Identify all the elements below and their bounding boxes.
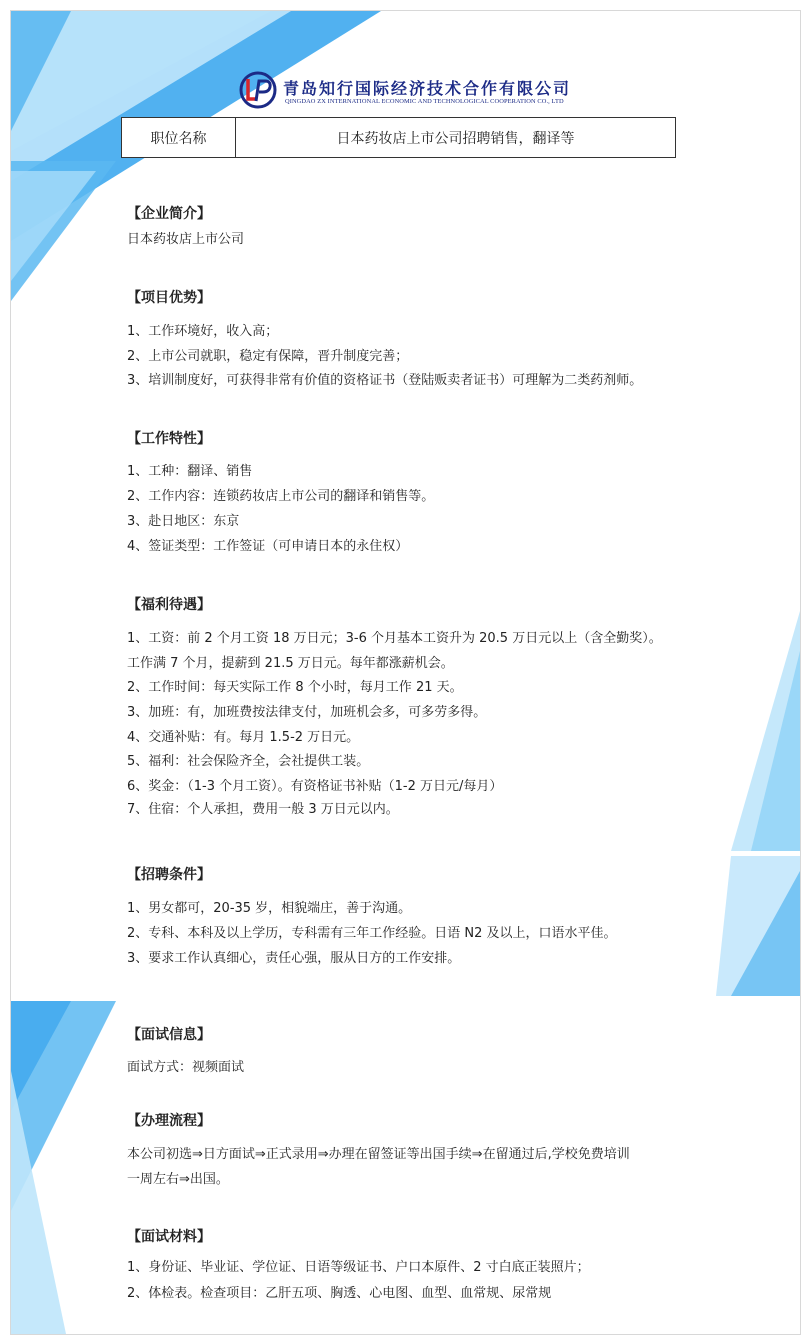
interview-line: 面试方式：视频面试 [127,1060,245,1075]
position-label: 职位名称 [122,118,236,157]
materials-line: 1、身份证、毕业证、学位证、日语等级证书、户口本原件、2 寸白底正装照片； [127,1260,590,1275]
section-materials-heading: 【面试材料】 [127,1229,211,1245]
advantages-line: 2、上市公司就职，稳定有保障，晋升制度完善； [127,349,409,364]
features-line: 2、工作内容：连锁药妆店上市公司的翻译和销售等。 [127,489,435,504]
welfare-line: 6、奖金：（1-3 个月工资）。有资格证书补贴（1-2 万日元/每月） [127,779,503,794]
requirements-line: 3、要求工作认真细心，责任心强，服从日方的工作安排。 [127,951,461,966]
company-line: 日本药妆店上市公司 [127,232,245,247]
welfare-line: 2、工作时间：每天实际工作 8 个小时，每月工作 21 天。 [127,680,463,695]
welfare-line: 7、住宿：个人承担，费用一般 3 万日元以内。 [127,802,399,817]
position-value: 日本药妆店上市公司招聘销售，翻译等 [336,130,575,147]
process-line: 一周左右⇒出国。 [127,1172,229,1187]
features-line: 1、工种：翻译、销售 [127,464,253,479]
requirements-line: 2、专科、本科及以上学历，专科需有三年工作经验。日语 N2 及以上，口语水平佳。 [127,926,617,941]
section-features-heading: 【工作特性】 [127,431,211,447]
advantages-line: 1、工作环境好，收入高； [127,324,279,339]
section-advantages-heading: 【项目优势】 [127,290,211,306]
welfare-line: 4、交通补贴：有。每月 1.5-2 万日元。 [127,730,360,745]
section-interview-heading: 【面试信息】 [127,1027,211,1043]
welfare-line: 1、工资：前 2 个月工资 18 万日元；3-6 个月基本工资升为 20.5 万日元以上（含全勤奖）。 [127,631,662,646]
requirements-line: 1、男女都可，20-35 岁，相貌端庄，善于沟通。 [127,901,412,916]
welfare-line: 工作满 7 个月，提薪到 21.5 万日元。每年都涨薪机会。 [127,656,454,671]
section-welfare-heading: 【福利待遇】 [127,597,211,613]
position-table [121,117,676,158]
advantages-line: 3、培训制度好，可获得非常有价值的资格证书（登陆贩卖者证书）可理解为二类药剂师。 [127,373,643,388]
section-company-heading: 【企业简介】 [127,206,211,222]
company-name-en: QINGDAO ZX INTERNATIONAL ECONOMIC AND TECHNOLOGICAL COOPERATION CO., LTD [285,98,564,105]
recruitment-poster [10,10,801,1335]
process-line: 本公司初选⇒日方面试⇒正式录用⇒办理在留签证等出国手续⇒在留通过后,学校免费培训 [127,1147,630,1162]
features-line: 4、签证类型：工作签证（可申请日本的永住权） [127,539,409,554]
section-requirements-heading: 【招聘条件】 [127,867,211,883]
section-process-heading: 【办理流程】 [127,1113,211,1129]
company-name-cn: 青岛知行国际经济技术合作有限公司 [283,79,572,98]
materials-line: 2、体检表。检查项目：乙肝五项、胸透、心电图、血型、血常规、尿常规 [127,1286,552,1301]
lp-logo-icon [239,71,277,109]
welfare-line: 3、加班：有，加班费按法律支付，加班机会多，可多劳多得。 [127,705,487,720]
features-line: 3、赴日地区：东京 [127,514,240,529]
welfare-line: 5、福利：社会保险齐全，会社提供工装。 [127,754,370,769]
